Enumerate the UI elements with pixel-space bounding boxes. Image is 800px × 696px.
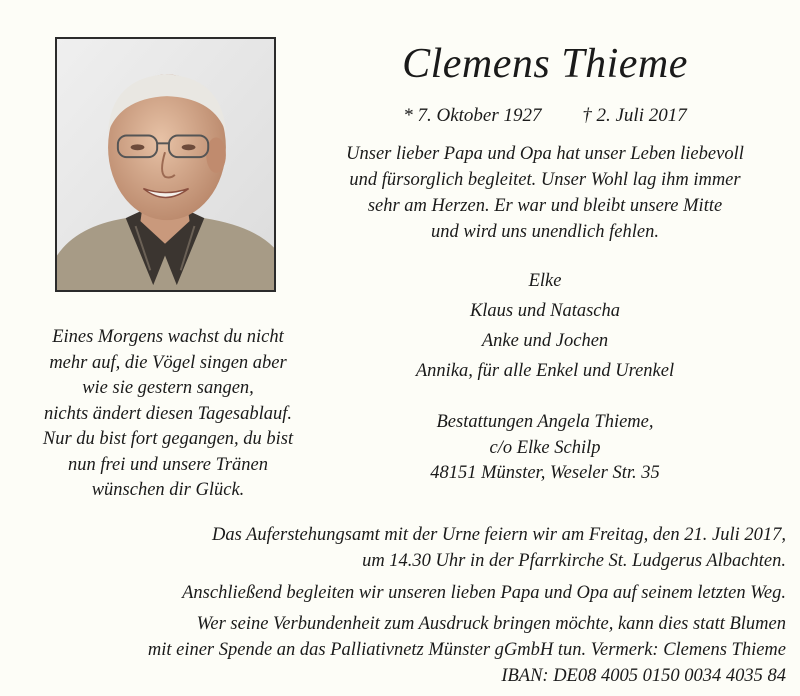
poem-line: nichts ändert diesen Tagesablauf. <box>43 403 293 424</box>
death-date: † 2. Juli 2017 <box>582 105 687 126</box>
service-line: um 14.30 Uhr in der Pfarrkirche St. Ludgerus Albachten. <box>362 551 786 571</box>
poem-line: mehr auf, die Vögel singen aber <box>49 352 287 373</box>
funeral-home-address <box>300 410 790 487</box>
accompany-line: Anschließend begleiten wir unseren lieben Papa und Opa auf seinem letzten Weg. <box>182 583 786 603</box>
tribute-line: Unser lieber Papa und Opa hat unser Leben liebevoll <box>346 144 744 164</box>
family-member: Anke und Jochen <box>481 331 609 351</box>
poem-line: Nur du bist fort gegangen, du bist <box>42 429 294 449</box>
portrait-photo-image <box>57 39 274 290</box>
tribute-line: sehr am Herzen. Er war und bleibt unsere Mitte <box>367 196 723 216</box>
tribute-line: und wird uns unendlich fehlen. <box>431 222 659 242</box>
donation-line: mit einer Spende an das Palliativnetz Münster gGmbH tun. Vermerk: Clemens Thieme <box>147 640 786 660</box>
donation-line: Wer seine Verbundenheit zum Ausdruck bringen möchte, kann dies statt Blumen <box>196 614 786 634</box>
deceased-name: Clemens Thieme <box>402 41 688 87</box>
poem <box>28 325 308 504</box>
portrait-photo <box>55 37 276 292</box>
poem-line: nun frei und unsere Tränen <box>67 454 269 475</box>
birth-date: * 7. Oktober 1927 <box>403 105 542 126</box>
tribute-text <box>300 141 790 245</box>
tribute-line: und fürsorglich begleitet. Unser Wohl lag ihm immer <box>349 170 741 190</box>
service-info <box>40 522 786 689</box>
poem-line: wünschen dir Glück. <box>91 480 245 500</box>
family-names <box>300 266 790 386</box>
family-member: Annika, für alle Enkel und Urenkel <box>415 361 675 381</box>
funeral-home-line: 48151 Münster, Weseler Str. 35 <box>430 463 660 483</box>
funeral-home-line: c/o Elke Schilp <box>489 437 601 458</box>
iban: IBAN: DE08 4005 0150 0034 4035 84 <box>501 666 786 686</box>
life-dates <box>300 103 790 129</box>
family-member: Klaus und Natascha <box>469 301 621 321</box>
poem-line: wie sie gestern sangen, <box>82 378 254 398</box>
funeral-home-line: Bestattungen Angela Thieme, <box>436 412 654 432</box>
poem-line: Eines Morgens wachst du nicht <box>52 327 284 347</box>
family-member: Elke <box>528 271 562 291</box>
service-line: Das Auferstehungsamt mit der Urne feiern wir am Freitag, den 21. Juli 2017, <box>212 525 786 545</box>
